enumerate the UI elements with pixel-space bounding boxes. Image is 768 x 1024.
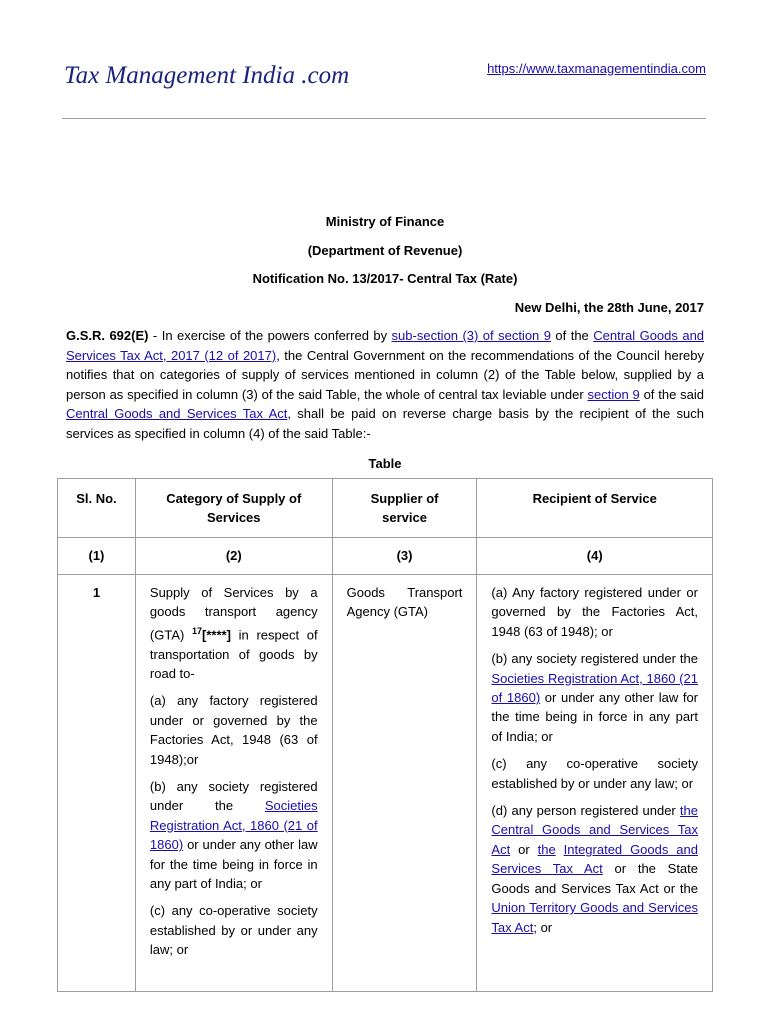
column-number: (4): [477, 538, 713, 575]
header-category: Category of Supply of Services: [135, 479, 332, 538]
column-number-row: [58, 538, 713, 575]
para-text: - In exercise of the powers conferred by: [148, 328, 392, 343]
link-section-9[interactable]: section 9: [587, 386, 640, 402]
link-the[interactable]: the: [537, 841, 556, 857]
category-text-part: Supply of Services by a goods transport agency (GTA): [149, 585, 318, 643]
para-text: of the said: [639, 386, 704, 402]
category-item-c: (c) any co-operative society established by or under any law; or: [149, 903, 318, 958]
header-sl-no: Sl. No.: [58, 479, 136, 538]
category-text-part: or under any other law for the time being in force in any part of India; or: [149, 837, 318, 892]
header-recipient: Recipient of Service: [477, 479, 713, 538]
para-text: , shall be paid on reverse charge basis by the recipient of the such services as specified in column (4) of the said Table:-: [66, 406, 704, 441]
department-heading: (Department of Revenue): [307, 242, 463, 258]
recipient-item-d: [491, 801, 698, 937]
rcm-table: [57, 478, 713, 992]
link-cgst-act[interactable]: the Central Goods and Services Tax Act: [491, 803, 698, 857]
recipient-text-part: or under any other law for the time being in force in any part of India; or: [491, 690, 699, 744]
document-body: [66, 209, 704, 474]
table-row: [58, 575, 713, 992]
header-divider: [62, 118, 706, 119]
column-number: (1): [58, 538, 136, 575]
ministry-heading: Ministry of Finance: [325, 214, 445, 229]
notification-paragraph: [66, 326, 704, 443]
para-text: of the: [550, 328, 594, 343]
footnote-marker: 17: [192, 625, 203, 636]
category-text: [150, 583, 318, 683]
site-url-link[interactable]: https://www.taxmanagementindia.com: [487, 61, 706, 76]
column-number: (3): [332, 538, 477, 575]
notification-title: Notification No. 13/2017- Central Tax (Rate): [252, 271, 518, 286]
recipient-text-part: or: [510, 841, 538, 857]
supplier-text: Goods Transport Agency (GTA): [346, 585, 463, 620]
link-societies-registration-act[interactable]: Societies Registration Act, 1860 (21 of 1860): [491, 670, 698, 706]
link-cgst-act-2017[interactable]: Central Goods and Services Tax Act, 2017 (12 of 2017): [66, 328, 705, 363]
table-title: Table: [368, 456, 402, 471]
recipient-text-part: (b) any society registered under the: [491, 651, 698, 667]
link-sub-section-9[interactable]: sub-section (3) of section 9: [391, 328, 551, 343]
recipient-text-part: [556, 842, 564, 857]
para-text: , the Central Government on the recommendations of the Council hereby notifies that on categories of supply of services mentioned in column (2) of the Table below, supplied by a person as specified in column (3) of the said Table, the whole of central tax leviable under: [66, 347, 704, 402]
omitted-text-marker: [****]: [202, 627, 231, 643]
recipient-item-a: (a) Any factory registered under or governed by the Factories Act, 1948 (63 of 1948); or: [491, 585, 698, 639]
category-item-b: [150, 777, 318, 893]
link-igst-act[interactable]: Integrated Goods and Services Tax Act: [491, 841, 698, 877]
recipient-text-part: ; or: [533, 919, 553, 935]
site-logo[interactable]: Tax Management India .com: [64, 62, 350, 89]
recipient-item-b: [491, 649, 698, 746]
table-header-row: [58, 479, 713, 538]
serial-number-cell: 1: [58, 575, 136, 992]
recipient-text-part: or the State Goods and Services Tax Act or the: [491, 861, 698, 896]
column-number: (2): [135, 538, 332, 575]
category-text-part: in respect of transportation of goods by road to-: [149, 627, 318, 681]
category-text-part: (b) any society registered under the: [149, 778, 318, 814]
link-cgst-act[interactable]: Central Goods and Services Tax Act: [66, 406, 288, 421]
category-item-a: (a) any factory registered under or governed by the Factories Act, 1948 (63 of 1948);or: [149, 693, 318, 767]
dateline: New Delhi, the 28th June, 2017: [514, 299, 704, 315]
recipient-cell: [477, 575, 713, 992]
recipient-item-c: (c) any co-operative society established by or under any law; or: [491, 756, 698, 791]
link-societies-registration-act[interactable]: Societies Registration Act, 1860 (21 of 1860): [149, 798, 318, 853]
gsr-number: G.S.R. 692(E): [66, 328, 149, 343]
link-utgst-act[interactable]: Union Territory Goods and Services Tax Act: [491, 900, 698, 935]
recipient-text-part: (d) any person registered under: [491, 803, 680, 819]
category-cell: [135, 575, 332, 992]
supplier-cell: [332, 575, 477, 992]
header-supplier: Supplier of service: [332, 479, 477, 538]
